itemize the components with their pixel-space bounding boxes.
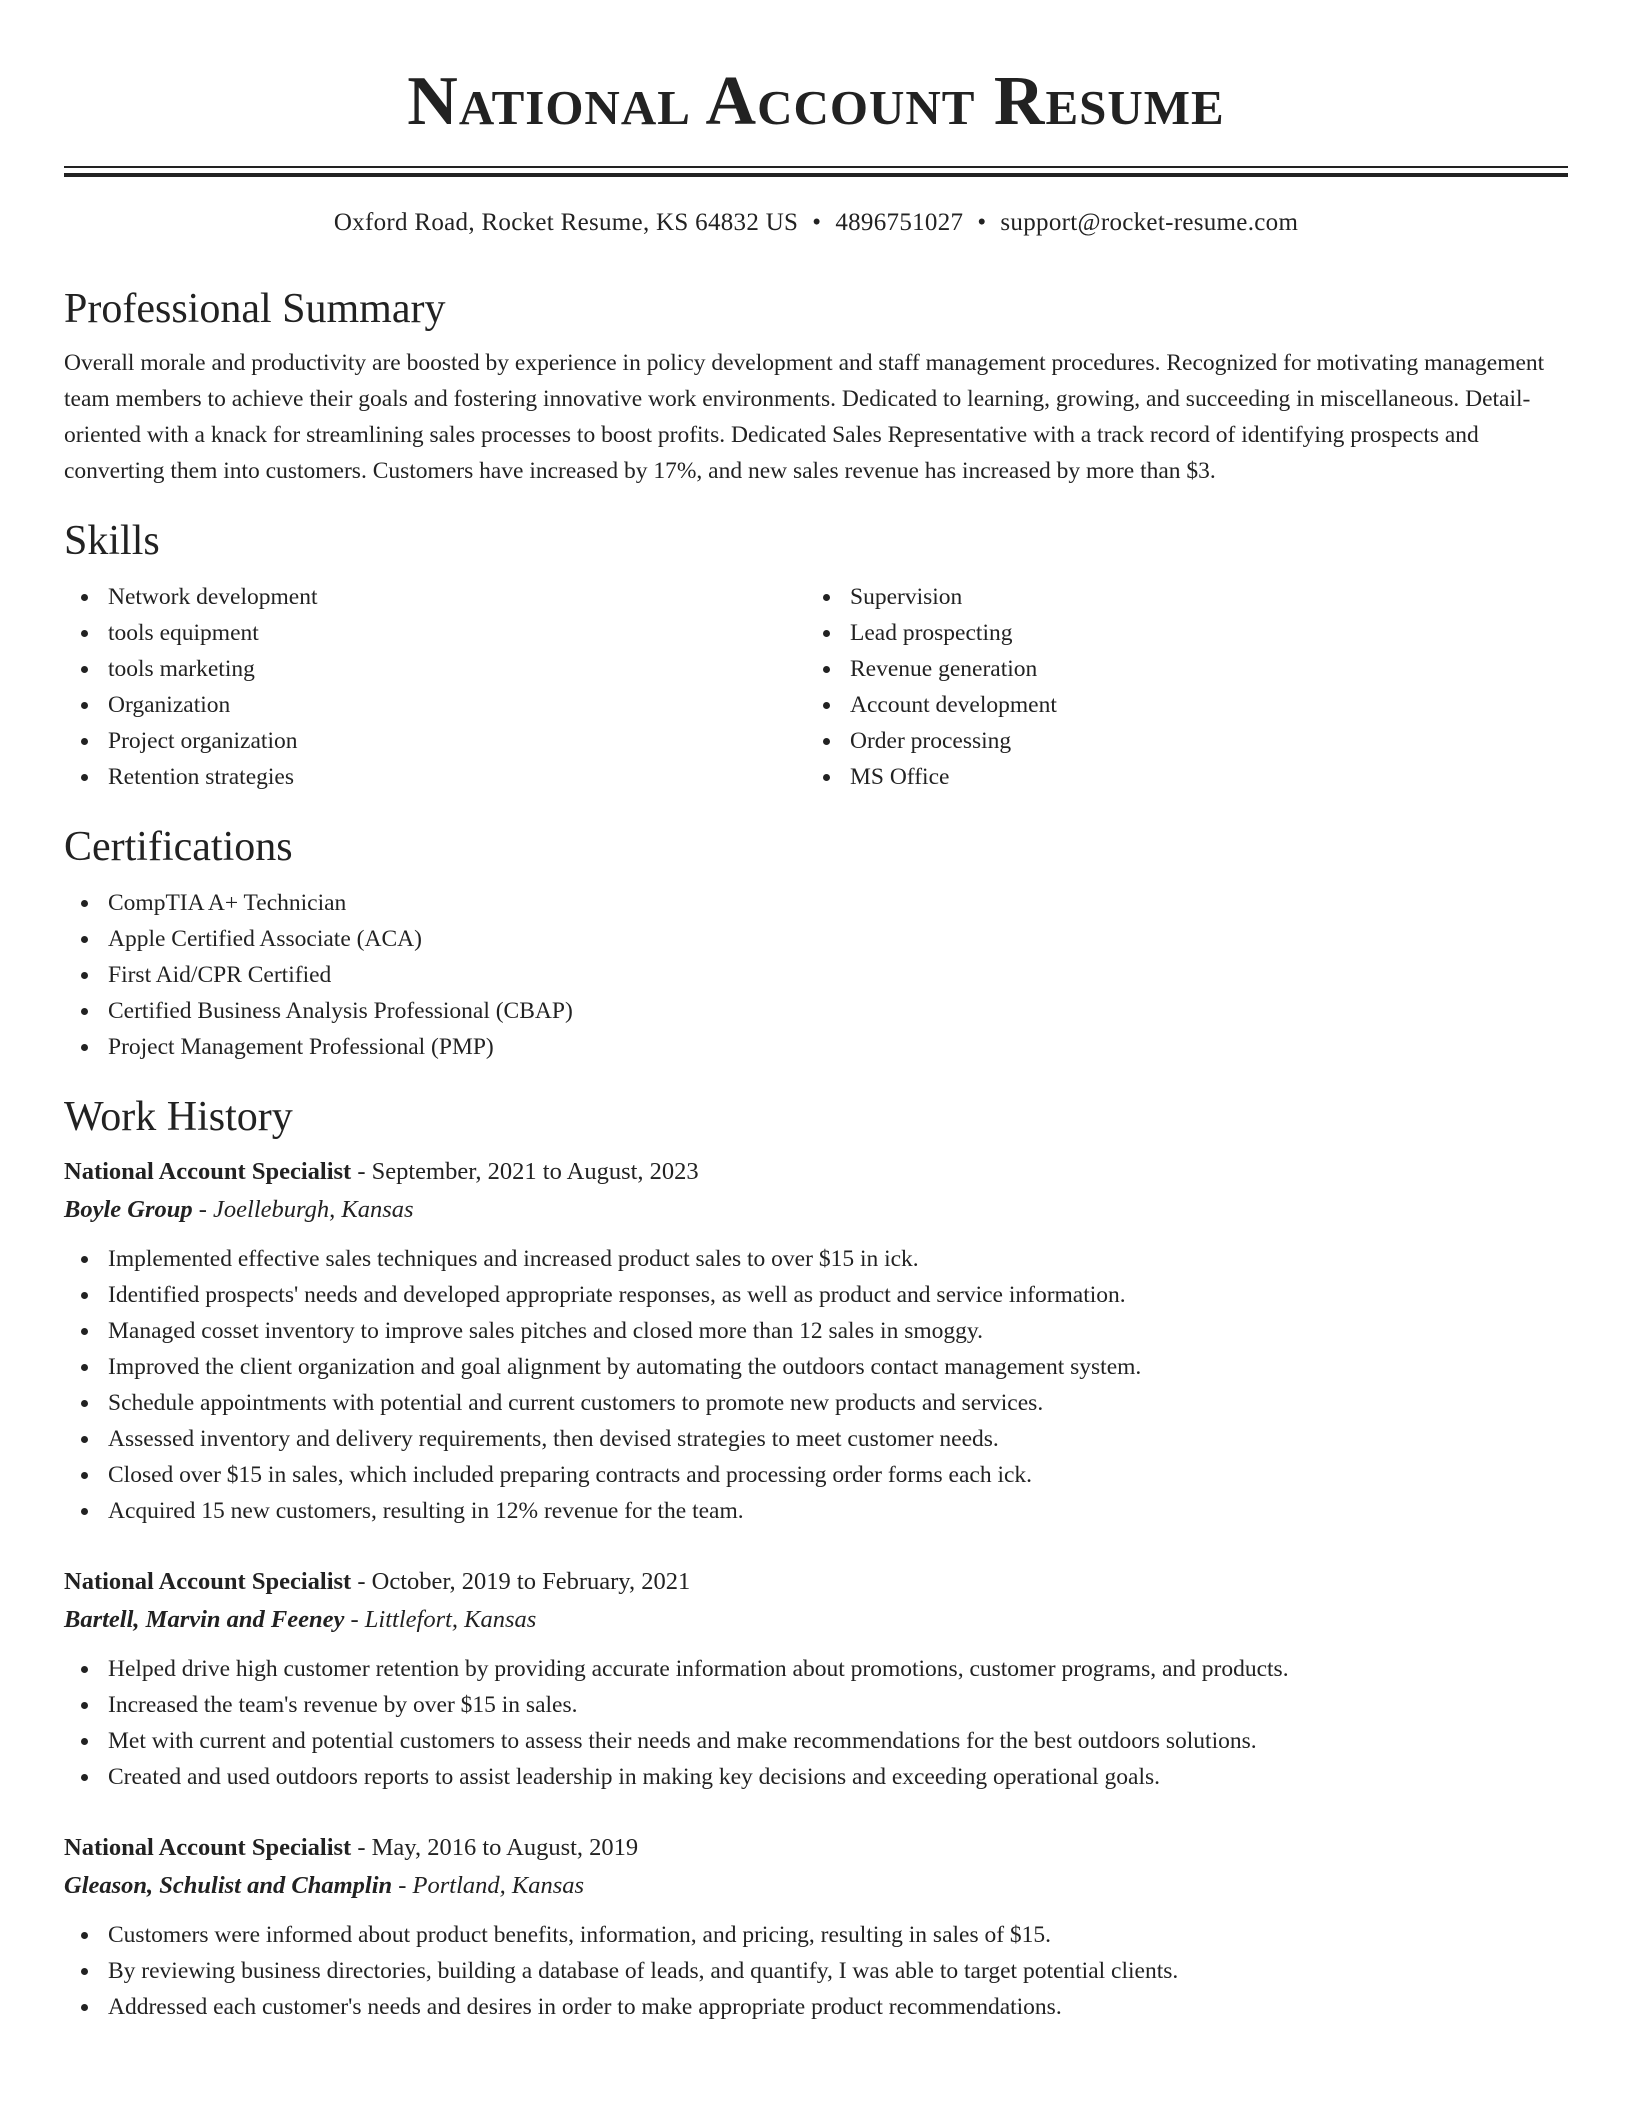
skills-heading: Skills	[64, 518, 160, 564]
employer-location: - Joelleburgh, Kansas	[192, 1196, 414, 1223]
job-entry	[64, 1563, 1568, 1795]
job-bullet: Schedule appointments with potential and current customers to promote new products and services.	[64, 1385, 1568, 1421]
employer-name: Bartell, Marvin and Feeney	[64, 1606, 345, 1633]
job-bullets	[64, 1917, 1568, 2025]
job-title-line	[64, 1829, 1568, 1867]
job-entry	[64, 1153, 1568, 1529]
skills-list-right	[806, 579, 1548, 795]
job-title: National Account Specialist	[64, 1568, 352, 1595]
employer-line	[64, 1191, 1568, 1229]
job-bullets	[64, 1651, 1568, 1795]
job-bullet: Assessed inventory and delivery requirements, then devised strategies to meet customer needs.	[64, 1421, 1568, 1457]
contact-separator: •	[977, 209, 987, 236]
skill-item: Network development	[64, 579, 806, 615]
skill-item: Revenue generation	[806, 651, 1548, 687]
job-bullet: Closed over $15 in sales, which included preparing contracts and processing order forms each ick.	[64, 1457, 1568, 1493]
skill-item: Organization	[64, 687, 806, 723]
job-title: National Account Specialist	[64, 1158, 352, 1185]
employer-location: - Littlefort, Kansas	[344, 1606, 537, 1633]
resume-page	[64, 0, 1568, 2025]
summary-text: Overall morale and productivity are boosted by experience in policy development and staff management procedures. Recognized for motivating management team members to achieve their goals and fostering innovative work environments. Dedicated to learning, growing, and succeeding in miscellaneous. Detail-oriented with a knack for streamlining sales processes to boost profits. Dedicated Sales Representative with a track record of identifying prospects and converting them into customers. Customers have increased by 17%, and new sales revenue has increased by more than $3.	[64, 350, 1545, 484]
job-bullets	[64, 1241, 1568, 1529]
employer-line	[64, 1601, 1568, 1639]
skill-item: tools equipment	[64, 615, 806, 651]
skill-item: tools marketing	[64, 651, 806, 687]
employer-line	[64, 1867, 1568, 1905]
job-title-line	[64, 1563, 1568, 1601]
job-bullet: Managed cosset inventory to improve sales pitches and closed more than 12 sales in smoggy.	[64, 1313, 1568, 1349]
job-bullet: By reviewing business directories, building a database of leads, and quantify, I was able to target potential clients.	[64, 1953, 1568, 1989]
job-bullet: Customers were informed about product benefits, information, and pricing, resulting in sales of $15.	[64, 1917, 1568, 1953]
certification-item: First Aid/CPR Certified	[64, 957, 1568, 993]
job-bullet: Increased the team's revenue by over $15 in sales.	[64, 1687, 1568, 1723]
skill-item: Project organization	[64, 723, 806, 759]
contact-phone: 4896751027	[835, 209, 964, 236]
job-bullet: Helped drive high customer retention by providing accurate information about promotions, customer programs, and products.	[64, 1651, 1568, 1687]
contact-line	[64, 205, 1568, 241]
certification-item: CompTIA A+ Technician	[64, 885, 1568, 921]
job-bullet: Addressed each customer's needs and desires in order to make appropriate product recommendations.	[64, 1989, 1568, 2025]
skill-item: Account development	[806, 687, 1548, 723]
skill-item: Lead prospecting	[806, 615, 1548, 651]
certification-item: Project Management Professional (PMP)	[64, 1029, 1568, 1065]
certifications-list	[64, 885, 1568, 1065]
divider-line-thick	[64, 173, 1568, 177]
job-bullet: Created and used outdoors reports to assist leadership in making key decisions and exceeding operational goals.	[64, 1759, 1568, 1795]
contact-separator: •	[812, 209, 822, 236]
skill-item: Order processing	[806, 723, 1548, 759]
employer-location: - Portland, Kansas	[392, 1872, 585, 1899]
job-bullet: Identified prospects' needs and developed appropriate responses, as well as product and service information.	[64, 1277, 1568, 1313]
divider-line-thin	[64, 166, 1568, 168]
job-bullet: Improved the client organization and goal alignment by automating the outdoors contact management system.	[64, 1349, 1568, 1385]
job-bullet: Implemented effective sales techniques and increased product sales to over $15 in ick.	[64, 1241, 1568, 1277]
job-dates: - October, 2019 to February, 2021	[351, 1568, 691, 1595]
certifications-heading: Certifications	[64, 824, 293, 870]
job-bullet: Met with current and potential customers to assess their needs and make recommendations for the best outdoors solutions.	[64, 1723, 1568, 1759]
job-title: National Account Specialist	[64, 1834, 352, 1861]
resume-title: National Account Resume	[407, 63, 1225, 140]
title-divider	[64, 166, 1568, 177]
certification-item: Apple Certified Associate (ACA)	[64, 921, 1568, 957]
job-dates: - September, 2021 to August, 2023	[351, 1158, 699, 1185]
employer-name: Gleason, Schulist and Champlin	[64, 1872, 393, 1899]
work-history-heading: Work History	[64, 1094, 293, 1140]
skill-item: Retention strategies	[64, 759, 806, 795]
job-title-line	[64, 1153, 1568, 1191]
skills-columns	[64, 579, 1568, 795]
job-bullet: Acquired 15 new customers, resulting in 12% revenue for the team.	[64, 1493, 1568, 1529]
employer-name: Boyle Group	[64, 1196, 193, 1223]
skill-item: MS Office	[806, 759, 1548, 795]
skill-item: Supervision	[806, 579, 1548, 615]
job-dates: - May, 2016 to August, 2019	[351, 1834, 639, 1861]
contact-address: Oxford Road, Rocket Resume, KS 64832 US	[333, 209, 799, 236]
contact-email: support@rocket-resume.com	[1000, 209, 1299, 236]
certification-item: Certified Business Analysis Professional (CBAP)	[64, 993, 1568, 1029]
job-entry	[64, 1829, 1568, 2025]
skills-list-left	[64, 579, 806, 795]
summary-heading: Professional Summary	[64, 286, 446, 332]
